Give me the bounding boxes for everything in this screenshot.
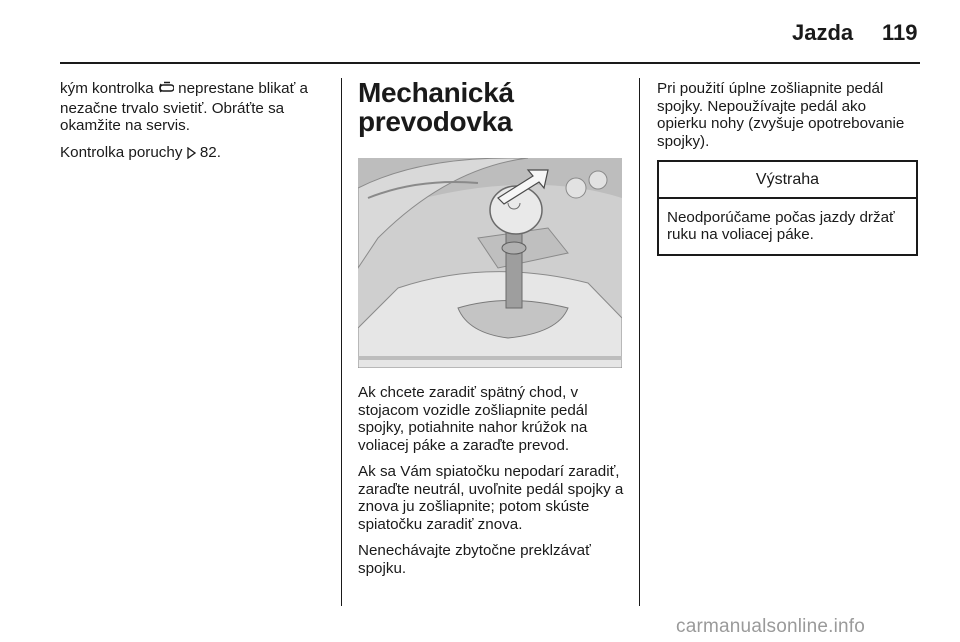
warning-body: Neodporúčame počas jazdy držať ruku na voliacej páke.: [667, 208, 895, 243]
paragraph: kým kontrolka neprestane blikať a nezačne trvalo svietiť. Obráťte sa okamžite na servis.: [60, 80, 308, 134]
paragraph: Pri použití úplne zošliapnite pedál spojky. Nepoužívajte pedál ako opierku nohy (zvyšuje opotrebovanie spojky).: [657, 80, 905, 150]
header-divider: [60, 62, 920, 64]
column-3: [657, 80, 920, 256]
engine-preheat-indicator-icon: [158, 81, 174, 100]
column-divider-2: [639, 78, 640, 606]
paragraph: Ak sa Vám spiatočku nepodarí zaradiť, zaraďte neutrál, uvoľnite pedál spojky a znova ju zošliapnite; potom skúste spiatočku zaradiť znova.: [358, 463, 624, 533]
paragraph: Nenechávajte zbytočne preklzávať spojku.: [358, 542, 591, 577]
warning-box: [657, 160, 918, 256]
watermark: carmanualsonline.info: [676, 616, 866, 637]
column-2: [358, 78, 624, 586]
warning-title: Výstraha: [659, 162, 916, 199]
column-1: [60, 80, 330, 172]
paragraph: Kontrolka poruchy 82.: [60, 144, 330, 164]
paragraph: Ak chcete zaradiť spätný chod, v stojacom vozidle zošliapnite pedál spojky, potiahnite nahor krúžok na voliacej páke a zaraďte prevod.: [358, 384, 588, 454]
reference-arrow-icon: [187, 146, 196, 164]
gear-lever-illustration: [358, 158, 622, 368]
section-title: Jazda: [792, 20, 854, 45]
page-header: [0, 0, 960, 60]
column-divider-1: [341, 78, 342, 606]
page-number: 119: [882, 20, 918, 45]
section-heading: Mechanická prevodovka: [358, 77, 514, 137]
